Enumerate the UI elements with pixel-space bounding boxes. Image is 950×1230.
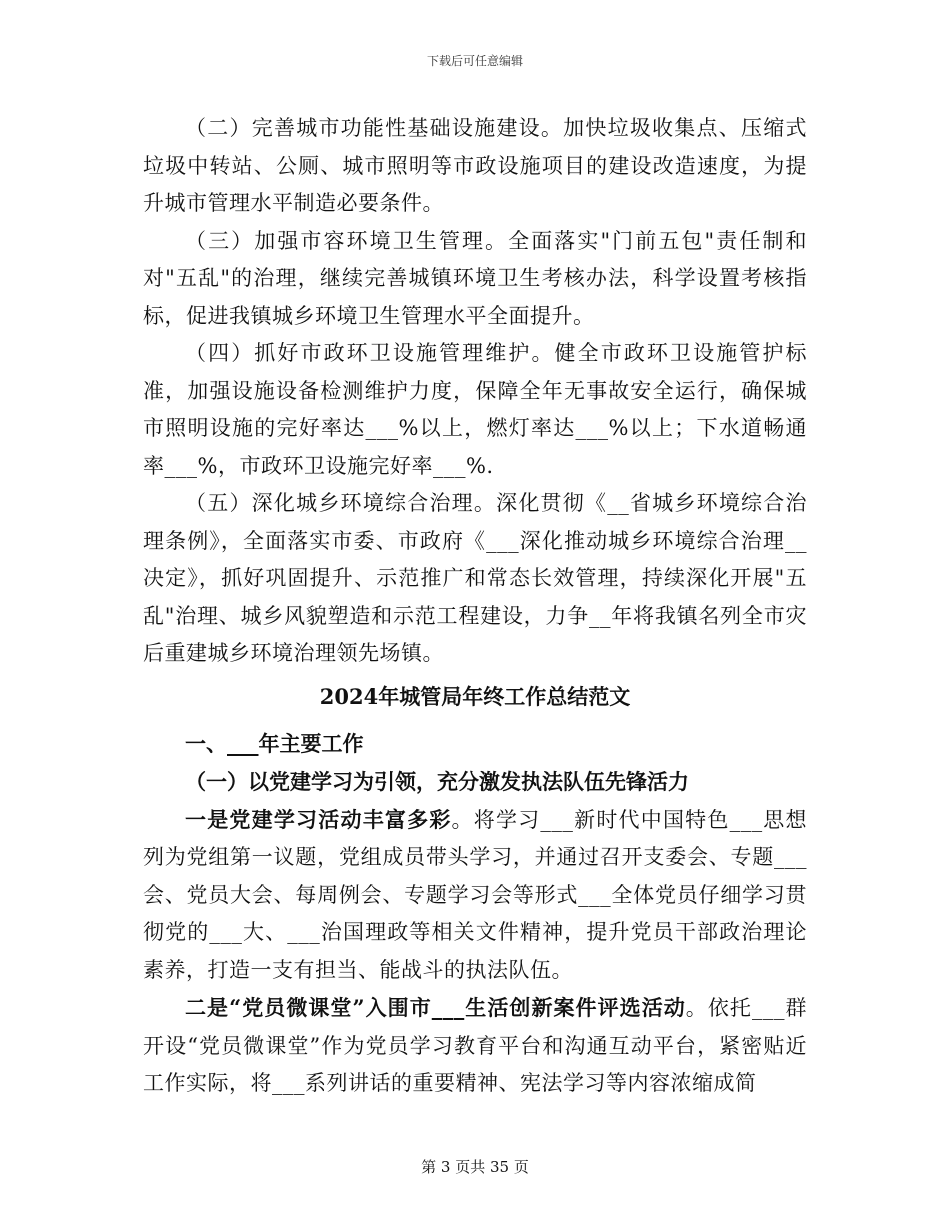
paragraph-micro-class: [143, 989, 807, 1103]
paragraph-lead: 二是“党员微课堂”入围市___生活创新案件评选活动: [185, 995, 686, 1020]
paragraph-body: 。将学习___新时代中国特色___思想列为党组第一议题，党组成员带头学习，并通过召开支委会、专题___会、党员大会、每周例会、专题学习会等形式___全体党员仔细学习贯彻党的___大、___治国理政等相关文件精神，提升党员干部政治理论素养，打造一支有担当、能战斗的执法队伍。: [143, 807, 808, 982]
document-title: 2024年城管局年终工作总结范文: [319, 683, 631, 709]
section-heading: 一、___年主要工作: [185, 730, 364, 756]
paragraph-governance: （五）深化城乡环境综合治理。深化贯彻《__省城乡环境综合治理条例》，全面落实市委、市政府《___深化推动城乡环境综合治理__决定》，抓好巩固提升、示范推广和常态长效管理，持续深化开展"五乱"治理、城乡风貌塑造和示范工程建设，力争__年将我镇名列全市灾后重建城乡环境治理领先场镇。: [143, 491, 807, 665]
document-body: [143, 110, 807, 1103]
paragraph-body: 。依托___群开设“党员微课堂”作为党员学习教育平台和沟通互动平台，紧密贴近工作实际，将___系列讲话的重要精神、宪法学习等内容浓缩成简: [143, 996, 807, 1095]
page-footer: 第 3 页共 35 页: [421, 1158, 529, 1176]
paragraph-lead: 一是党建学习活动丰富多彩: [185, 806, 452, 832]
paragraph-party-study: [143, 801, 807, 990]
page-header: 下载后可任意编辑: [426, 54, 523, 68]
paragraph-maintenance: （四）抓好市政环卫设施管理维护。健全市政环卫设施管护标准，加强设施设备检测维护力度，保障全年无事故安全运行，确保城市照明设施的完好率达___%以上，燃灯率达___%以上；下水道畅通率___%，市政环卫设施完好率___%.: [143, 341, 807, 478]
paragraph-infrastructure: （二）完善城市功能性基础设施建设。加快垃圾收集点、压缩式垃圾中转站、公厕、城市照明等市政设施项目的建设改造速度，为提升城市管理水平制造必要条件。: [143, 116, 807, 215]
paragraph-sanitation: （三）加强市容环境卫生管理。全面落实"门前五包"责任制和对"五乱"的治理，继续完善城镇环境卫生考核办法，科学设置考核指标，促进我镇城乡环境卫生管理水平全面提升。: [143, 228, 807, 328]
subsection-heading: （一）以党建学习为引领，充分激发执法队伍先锋活力: [185, 768, 689, 794]
